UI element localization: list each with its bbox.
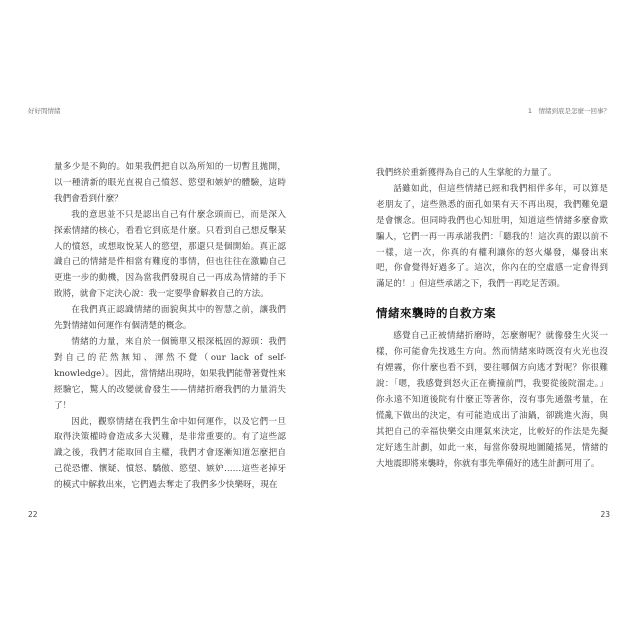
- section-heading: 情緒來襲時的自救方案: [376, 306, 496, 321]
- paragraph: 我們終於重新獲得為自己的人生掌舵的力量了。: [376, 168, 557, 178]
- paragraph: 情緒的力量，來自於一個簡單又根深柢固的源頭：我們對自己的茫然無知、渾然不覺（our lack of self-knowledge）。因此，當情緒出現時，如果我們能帶著覺性來經驗它，驚人的改變就會發生——情緒折磨我們的力量消失了！: [54, 336, 286, 411]
- right-body-text: [376, 166, 608, 472]
- paragraph: 在我們真正認識情緒的面貌與其中的智慧之前，讓我們先對情緒如何運作有個清楚的概念。: [54, 305, 286, 332]
- paragraph: 話雖如此，但這些情緒已經和我們相伴多年，可以算是老朋友了，這些熟悉的面孔如果有天不再出現，我們難免還是會懷念。但同時我們也心知肚明，知道這些情緒多麼會欺騙人，它們一再一再承諾我們：「聽我的！這次真的跟以前不一樣，這一次，你真的有權利讓你的怒火爆發，爆發出來吧，你會覺得好過多了。這次，你內在的空虛感一定會得到滿足的！」但這些承諾之下，我們一再吃足苦頭。: [376, 183, 608, 290]
- right-page: [320, 0, 640, 640]
- running-head-book-title: 好好間情緒: [28, 107, 61, 115]
- left-body-text: [54, 160, 286, 494]
- paragraph: 感覺自己正被情緒折磨時，怎麼辦呢？就像發生火災一樣，你可能會先找逃生方向。然而情緒來時既沒有火光也沒有煙霧，你什麼也看不到，要往哪個方向逃才對呢？你很難說：「嗯，我感覺到怒火正在衝撞前門，我要從後院溜走。」你永遠不知道後院有什麼正等著你，沒有事先通盤考量，在慌亂下做出的決定，有可能造成出了油鍋，卻跳進火海，與其把自己的幸福快樂交由運氣來決定，比較好的作法是先擬定好逃生計劃，如此一來，每當你發現地圖隨搖晃，情緒的大地震即將來襲時，你就有事先準備好的逃生計劃可用了。: [376, 331, 608, 469]
- page-number-left: 22: [28, 510, 38, 519]
- running-head-chapter-title: 1 情緒到底是怎麼一回事？: [527, 107, 610, 115]
- paragraph: 我的意思並不只是認出自己有什麼念頭而已，而是深入探索情緒的核心，看看它到底是什麼。只看到自己想反擊某人的憤怒，或想取悅某人的慾望，那還只是個開始。真正認識自己的情緒是件相當有難度的事情，但也往往在激勵自己更進一步的動機，因為當我們發現自己一再成為情緒的手下敗將，就會下定決心說：我一定要學會解救自己的方法。: [54, 209, 286, 300]
- paragraph: 量多少是不夠的。如果我們把自以為所知的一切暫且拋開，以一種清新的眼光直視自己憤怒、慾望和嫉妒的體驗，這時我們會看到什麼？: [54, 162, 286, 204]
- paragraph: 因此，觀察情緒在我們生命中如何運作，以及它們一旦取得決策權時會造成多大災難，是非常重要的。有了這些認識之後，我們才能取回自主權，我們才會逐漸知道怎麼把自己從恐懼、懷疑、憤怒、驕傲、慾望、嫉妒……這些老掉牙的模式中解救出來，它們過去奪走了我們多少快樂呀，現在: [54, 416, 286, 491]
- page-number-right: 23: [600, 510, 610, 519]
